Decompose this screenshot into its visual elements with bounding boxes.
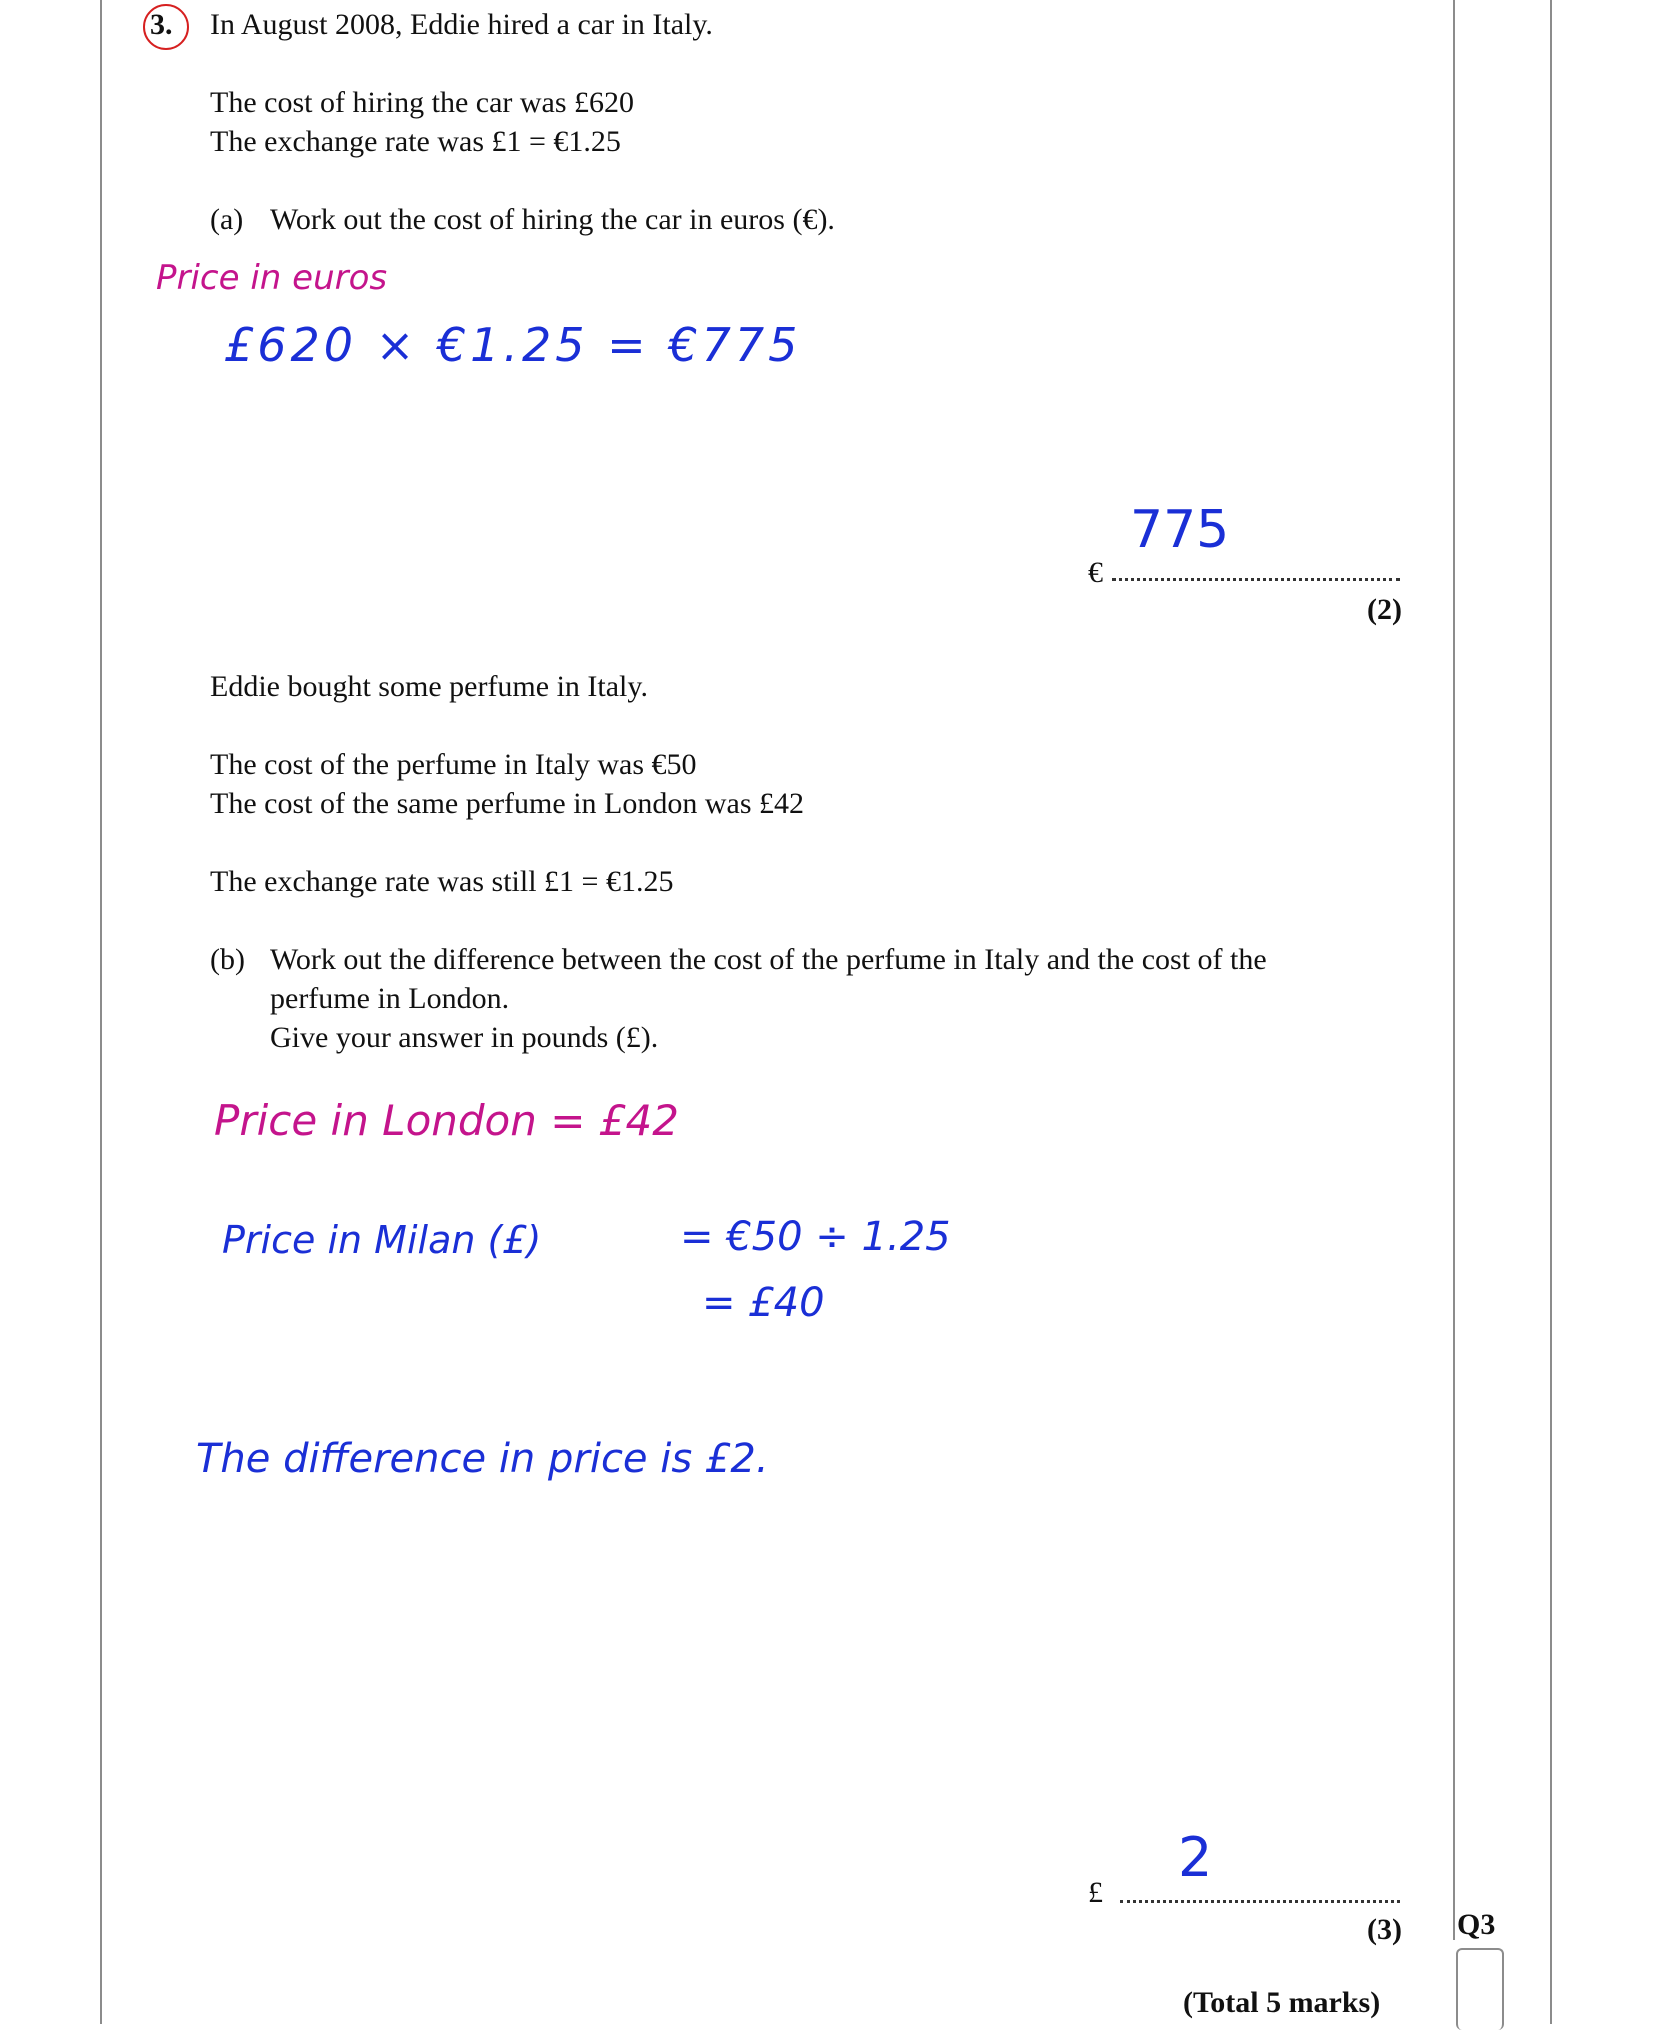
part-b-answer-prefix: £ — [1088, 1876, 1103, 1909]
part-a-working-calculation: £620 × €1.25 = €775 — [224, 318, 802, 372]
question-margin-label: Q3 — [1457, 1908, 1496, 1941]
outer-edge-line — [1550, 0, 1552, 2024]
context-line-4: The exchange rate was still £1 = €1.25 — [210, 865, 674, 898]
part-b-label: (b) — [210, 943, 245, 976]
part-b-working-milan-label: Price in Milan (£) — [222, 1218, 542, 1262]
context-line-1: Eddie bought some perfume in Italy. — [210, 670, 648, 703]
part-a-working-heading: Price in euros — [156, 258, 388, 298]
part-a-answer[interactable]: 775 — [1130, 500, 1230, 560]
part-b-question-line-1: Work out the difference between the cost of the perfume in Italy and the cost of the — [270, 943, 1267, 976]
part-a-answer-line — [1112, 578, 1400, 581]
part-b-working-conclusion: The difference in price is £2. — [196, 1436, 769, 1482]
rate-line: The exchange rate was £1 = €1.25 — [210, 125, 621, 158]
part-a-answer-prefix: € — [1088, 556, 1103, 589]
part-b-question-line-3: Give your answer in pounds (£). — [270, 1021, 659, 1054]
part-a-label: (a) — [210, 203, 244, 236]
context-line-2: The cost of the perfume in Italy was €50 — [210, 748, 697, 781]
left-margin-line — [100, 0, 102, 2024]
cost-line: The cost of hiring the car was £620 — [210, 86, 635, 119]
right-margin-line — [1453, 0, 1455, 1940]
question-number: 3. — [150, 8, 173, 41]
part-b-question-line-2: perfume in London. — [270, 982, 510, 1015]
part-b-working-milan-calc: = €50 ÷ 1.25 — [680, 1214, 951, 1260]
total-marks: (Total 5 marks) — [1183, 1986, 1381, 2019]
part-b-marks: (3) — [1367, 1913, 1402, 1946]
part-a-question: Work out the cost of hiring the car in euros (€). — [270, 203, 835, 236]
examiner-mark-box — [1456, 1948, 1504, 2030]
part-b-answer-line — [1120, 1900, 1400, 1903]
part-b-working-london: Price in London = £42 — [214, 1096, 679, 1145]
context-line-3: The cost of the same perfume in London was £42 — [210, 787, 805, 820]
part-b-working-result: = £40 — [702, 1280, 825, 1326]
question-intro: In August 2008, Eddie hired a car in Italy. — [210, 8, 713, 41]
part-a-marks: (2) — [1367, 593, 1402, 626]
part-b-answer[interactable]: 2 — [1178, 1826, 1213, 1889]
